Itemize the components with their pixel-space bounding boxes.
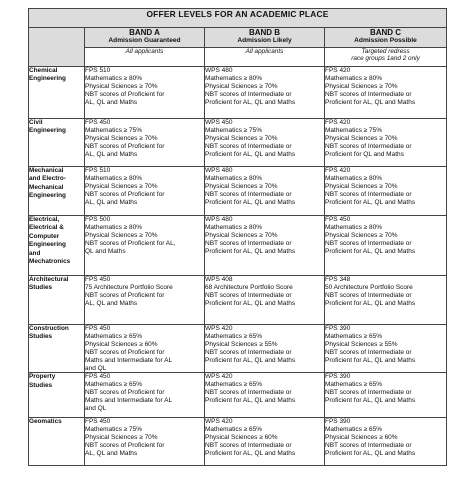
requirement-line: Mathematics ≥ 80% [325,174,383,182]
band-c-requirements [325,276,447,325]
requirement-line: Mathematics ≥ 80% [205,174,263,182]
band-c-header [325,28,447,48]
requirement-line: Mathematics ≥ 80% [325,223,383,231]
requirement-line: Proficient for AL, QL and Maths [205,397,296,405]
requirement-line: Proficient for AL, QL and Maths [325,198,416,206]
programme-name-line: Engineering [29,127,66,135]
requirement-line: NBT scores of Intermediate or [205,190,292,198]
requirement-line: Mathematics ≥ 65% [205,426,263,434]
requirement-line: Maths and Intermediate for AL [85,397,173,405]
requirement-line: Physical Sciences ≥ 70% [205,231,278,239]
band-b-requirements [205,119,325,167]
band-c-requirements [325,418,447,466]
requirement-line: WPS 480 [205,67,233,74]
requirement-line: WPS 420 [205,418,233,426]
requirement-line: WPS 480 [205,216,233,223]
band-b-requirements [205,418,325,466]
table-row [29,67,447,119]
requirement-line: Physical Sciences ≥ 70% [205,134,278,142]
band-c-requirements [325,216,447,276]
requirement-line: 50 Architecture Portfolio Score [325,283,413,291]
requirement-line: AL, QL and Maths [85,198,138,206]
requirement-line: NBT scores of Intermediate or [205,239,292,247]
requirement-line: WPS 420 [205,373,233,381]
eligibility-line: All applicants [125,48,164,55]
requirement-line: FPS 390 [325,373,351,381]
band-a-requirements [85,216,205,276]
band-c-eligibility [325,48,447,67]
requirement-line: NBT scores of Proficient for [85,348,165,356]
programme-name [29,216,85,276]
band-c-requirements [325,167,447,216]
eligibility-line: All applicants [245,48,284,55]
requirement-line: QL and Maths [85,247,126,255]
band-b-requirements [205,325,325,373]
requirement-line: Mathematics ≥ 80% [205,223,263,231]
requirement-line: FPS 450 [85,325,111,332]
requirement-line: Mathematics ≥ 75% [325,126,383,134]
band-b-desc: Admission Likely [237,37,292,44]
requirement-line: Proficient for AL, QL and Maths [205,356,296,364]
band-c-desc: Admission Possible [354,37,417,44]
table-row [29,276,447,325]
requirement-line: FPS 510 [85,67,111,74]
programme-name-line: Computer [29,232,60,240]
requirement-line: Physical Sciences ≥ 70% [85,434,158,442]
requirement-line: FPS 420 [325,67,351,74]
requirement-line: NBT scores of Proficient for [85,190,165,198]
requirement-line: Mathematics ≥ 75% [205,126,263,134]
requirement-line: Proficient for QL and Maths [325,150,404,158]
requirement-line: NBT scores of Proficient for [85,90,165,98]
programme-name [29,373,85,418]
requirement-line: Physical Sciences ≥ 70% [85,231,158,239]
programme-name-line: Studies [29,333,53,341]
requirement-line: Mathematics ≥ 80% [85,223,143,231]
programme-name-line: Geomatics [29,418,62,426]
programme-name-line: Mechatronics [29,258,71,266]
band-c-requirements [325,325,447,373]
programme-name-line: Engineering [29,192,66,200]
programme-name [29,418,85,466]
requirement-line: AL, QL and Maths [85,450,138,458]
requirement-line: Proficient for AL, QL and Maths [325,397,416,405]
requirement-line: NBT scores of Intermediate or [325,348,412,356]
band-a-requirements [85,373,205,418]
requirement-line: NBT scores of Proficient for AL, [85,239,176,247]
band-b-requirements [205,276,325,325]
band-b-requirements [205,167,325,216]
requirement-line: Maths and Intermediate for AL [85,356,173,364]
programme-name-line: Studies [29,381,53,389]
programme-name [29,119,85,167]
band-a-name: BAND A [129,28,160,37]
requirement-line: and QL [85,405,107,413]
requirement-line: FPS 450 [325,216,351,223]
requirement-line: Physical Sciences ≥ 70% [205,182,278,190]
requirement-line: WPS 408 [205,276,233,283]
requirement-line: NBT scores of Intermediate or [205,142,292,150]
requirement-line: NBT scores of Intermediate or [325,90,412,98]
requirement-line: Proficient for AL, QL and Maths [205,198,296,206]
band-a-requirements [85,67,205,119]
requirement-line: Proficient for AL, QL and Maths [325,356,416,364]
eligibility-line: Targeted redress [361,48,410,55]
requirement-line: Proficient for AL, QL and Maths [205,450,296,458]
requirement-line: Physical Sciences ≥ 60% [205,434,278,442]
requirement-line: FPS 510 [85,167,111,174]
band-c-requirements [325,119,447,167]
requirement-line: 68 Architecture Portfolio Score [205,283,293,291]
table-row [29,373,447,418]
requirement-line: and QL [85,364,107,372]
requirement-line: Physical Sciences ≥ 55% [325,340,398,348]
band-a-requirements [85,119,205,167]
requirement-line: NBT scores of Proficient for [85,389,165,397]
band-a-eligibility [85,48,205,67]
requirement-line: Proficient for AL, QL and Maths [205,150,296,158]
requirement-line: Physical Sciences ≥ 70% [325,231,398,239]
programme-name-line: Engineering [29,241,66,249]
band-c-requirements [325,67,447,119]
programme-name-line: Civil [29,119,43,126]
requirement-line: Proficient for AL, QL and Maths [325,98,416,106]
requirement-line: Physical Sciences ≥ 70% [85,134,158,142]
requirement-line: FPS 450 [85,276,111,283]
requirement-line: FPS 500 [85,216,111,223]
requirement-line: Proficient for AL, QL and Maths [325,299,416,307]
requirement-line: NBT scores of Intermediate or [325,291,412,299]
requirement-line: 75 Architecture Portfolio Score [85,283,173,291]
band-b-requirements [205,67,325,119]
table-row [29,119,447,167]
requirement-line: NBT scores of Intermediate or [325,389,412,397]
requirement-line: NBT scores of Intermediate or [325,190,412,198]
band-a-requirements [85,276,205,325]
requirement-line: NBT scores of Intermediate or [325,142,412,150]
band-b-header [205,28,325,48]
requirement-line: FPS 420 [325,119,351,126]
requirement-line: Proficient for AL, QL and Maths [205,247,296,255]
table-body [29,67,447,466]
requirement-line: Mathematics ≥ 65% [85,332,143,340]
requirement-line: FPS 348 [325,276,351,283]
requirement-line: FPS 450 [85,373,111,381]
table-row [29,325,447,373]
requirement-line: Physical Sciences ≥ 70% [85,82,158,90]
programme-name-line: Architectural [29,276,69,283]
requirement-line: WPS 420 [205,325,233,332]
offer-levels-table [28,8,447,466]
programme-name [29,167,85,216]
band-c-name: BAND C [369,28,402,37]
requirement-line: Proficient for AL, QL and Maths [325,450,416,458]
programme-name-line: and [29,249,41,257]
programme-name-line: Studies [29,284,53,292]
band-a-requirements [85,325,205,373]
band-b-requirements [205,373,325,418]
programme-name-line: Chemical [29,67,58,74]
requirement-line: FPS 420 [325,167,351,174]
requirement-line: NBT scores of Intermediate or [325,442,412,450]
requirement-line: Physical Sciences ≥ 70% [205,82,278,90]
programme-name-line: Mechanical [29,183,64,191]
table-row [29,216,447,276]
requirement-line: Mathematics ≥ 80% [85,174,143,182]
requirement-line: Proficient for AL, QL and Maths [205,299,296,307]
band-a-requirements [85,167,205,216]
requirement-line: Mathematics ≥ 65% [85,381,143,389]
requirement-line: FPS 450 [85,418,111,426]
requirement-line: Physical Sciences ≥ 60% [325,434,398,442]
band-b-eligibility [205,48,325,67]
requirement-line: AL, QL and Maths [85,98,138,106]
requirement-line: FPS 390 [325,418,351,426]
requirement-line: Mathematics ≥ 80% [205,74,263,82]
programme-name-line: Construction [29,325,69,332]
programme-name [29,67,85,119]
requirement-line: NBT scores of Intermediate or [205,442,292,450]
requirement-line: Physical Sciences ≥ 70% [85,182,158,190]
requirement-line: NBT scores of Proficient for [85,291,165,299]
programme-name [29,276,85,325]
requirement-line: Mathematics ≥ 65% [205,332,263,340]
requirement-line: Mathematics ≥ 65% [325,381,383,389]
band-a-header [85,28,205,48]
requirement-line: NBT scores of Intermediate or [205,389,292,397]
requirement-line: Mathematics ≥ 65% [325,426,383,434]
requirement-line: Proficient for AL, QL and Maths [205,98,296,106]
eligibility-line: race groups 1and 2 only [351,55,420,63]
programme-name-line: Mechanical [29,167,64,174]
requirement-line: Physical Sciences ≥ 70% [325,182,398,190]
requirement-line: Physical Sciences ≥ 70% [325,82,398,90]
requirement-line: NBT scores of Intermediate or [205,291,292,299]
requirement-line: Mathematics ≥ 80% [325,74,383,82]
requirement-line: NBT scores of Intermediate or [325,239,412,247]
requirement-line: AL, QL and Maths [85,150,138,158]
programme-name [29,325,85,373]
programme-name-line: Electrical & [29,224,64,232]
requirement-line: Mathematics ≥ 75% [85,126,143,134]
requirement-line: NBT scores of Proficient for [85,142,165,150]
requirement-line: FPS 390 [325,325,351,332]
requirement-line: Mathematics ≥ 75% [85,426,143,434]
programme-name-line: Engineering [29,75,66,83]
requirement-line: Mathematics ≥ 65% [205,381,263,389]
band-a-requirements [85,418,205,466]
band-a-desc: Admission Guaranteed [108,37,181,44]
programme-name-line: Property [29,373,56,381]
requirement-line: NBT scores of Proficient for [85,442,165,450]
requirement-line: Physical Sciences ≥ 60% [85,340,158,348]
requirement-line: WPS 450 [205,119,233,126]
band-c-requirements [325,373,447,418]
requirement-line: Mathematics ≥ 80% [85,74,143,82]
requirement-line: Physical Sciences ≥ 55% [205,340,278,348]
requirement-line: Proficient for AL, QL and Maths [325,247,416,255]
band-b-requirements [205,216,325,276]
requirement-line: Mathematics ≥ 65% [325,332,383,340]
requirement-line: AL, QL and Maths [85,299,138,307]
programme-header-blank [29,28,85,67]
table-row [29,418,447,466]
requirement-line: NBT scores of Intermediate or [205,348,292,356]
requirement-line: NBT scores of Intermediate or [205,90,292,98]
requirement-line: FPS 450 [85,119,111,126]
programme-name-line: and Electro- [29,175,66,183]
requirement-line: Physical Sciences ≥ 70% [325,134,398,142]
band-b-name: BAND B [248,28,281,37]
programme-name-line: Electrical, [29,216,60,223]
table-title: OFFER LEVELS FOR AN ACADEMIC PLACE [29,9,447,28]
requirement-line: WPS 480 [205,167,233,174]
table-row [29,167,447,216]
